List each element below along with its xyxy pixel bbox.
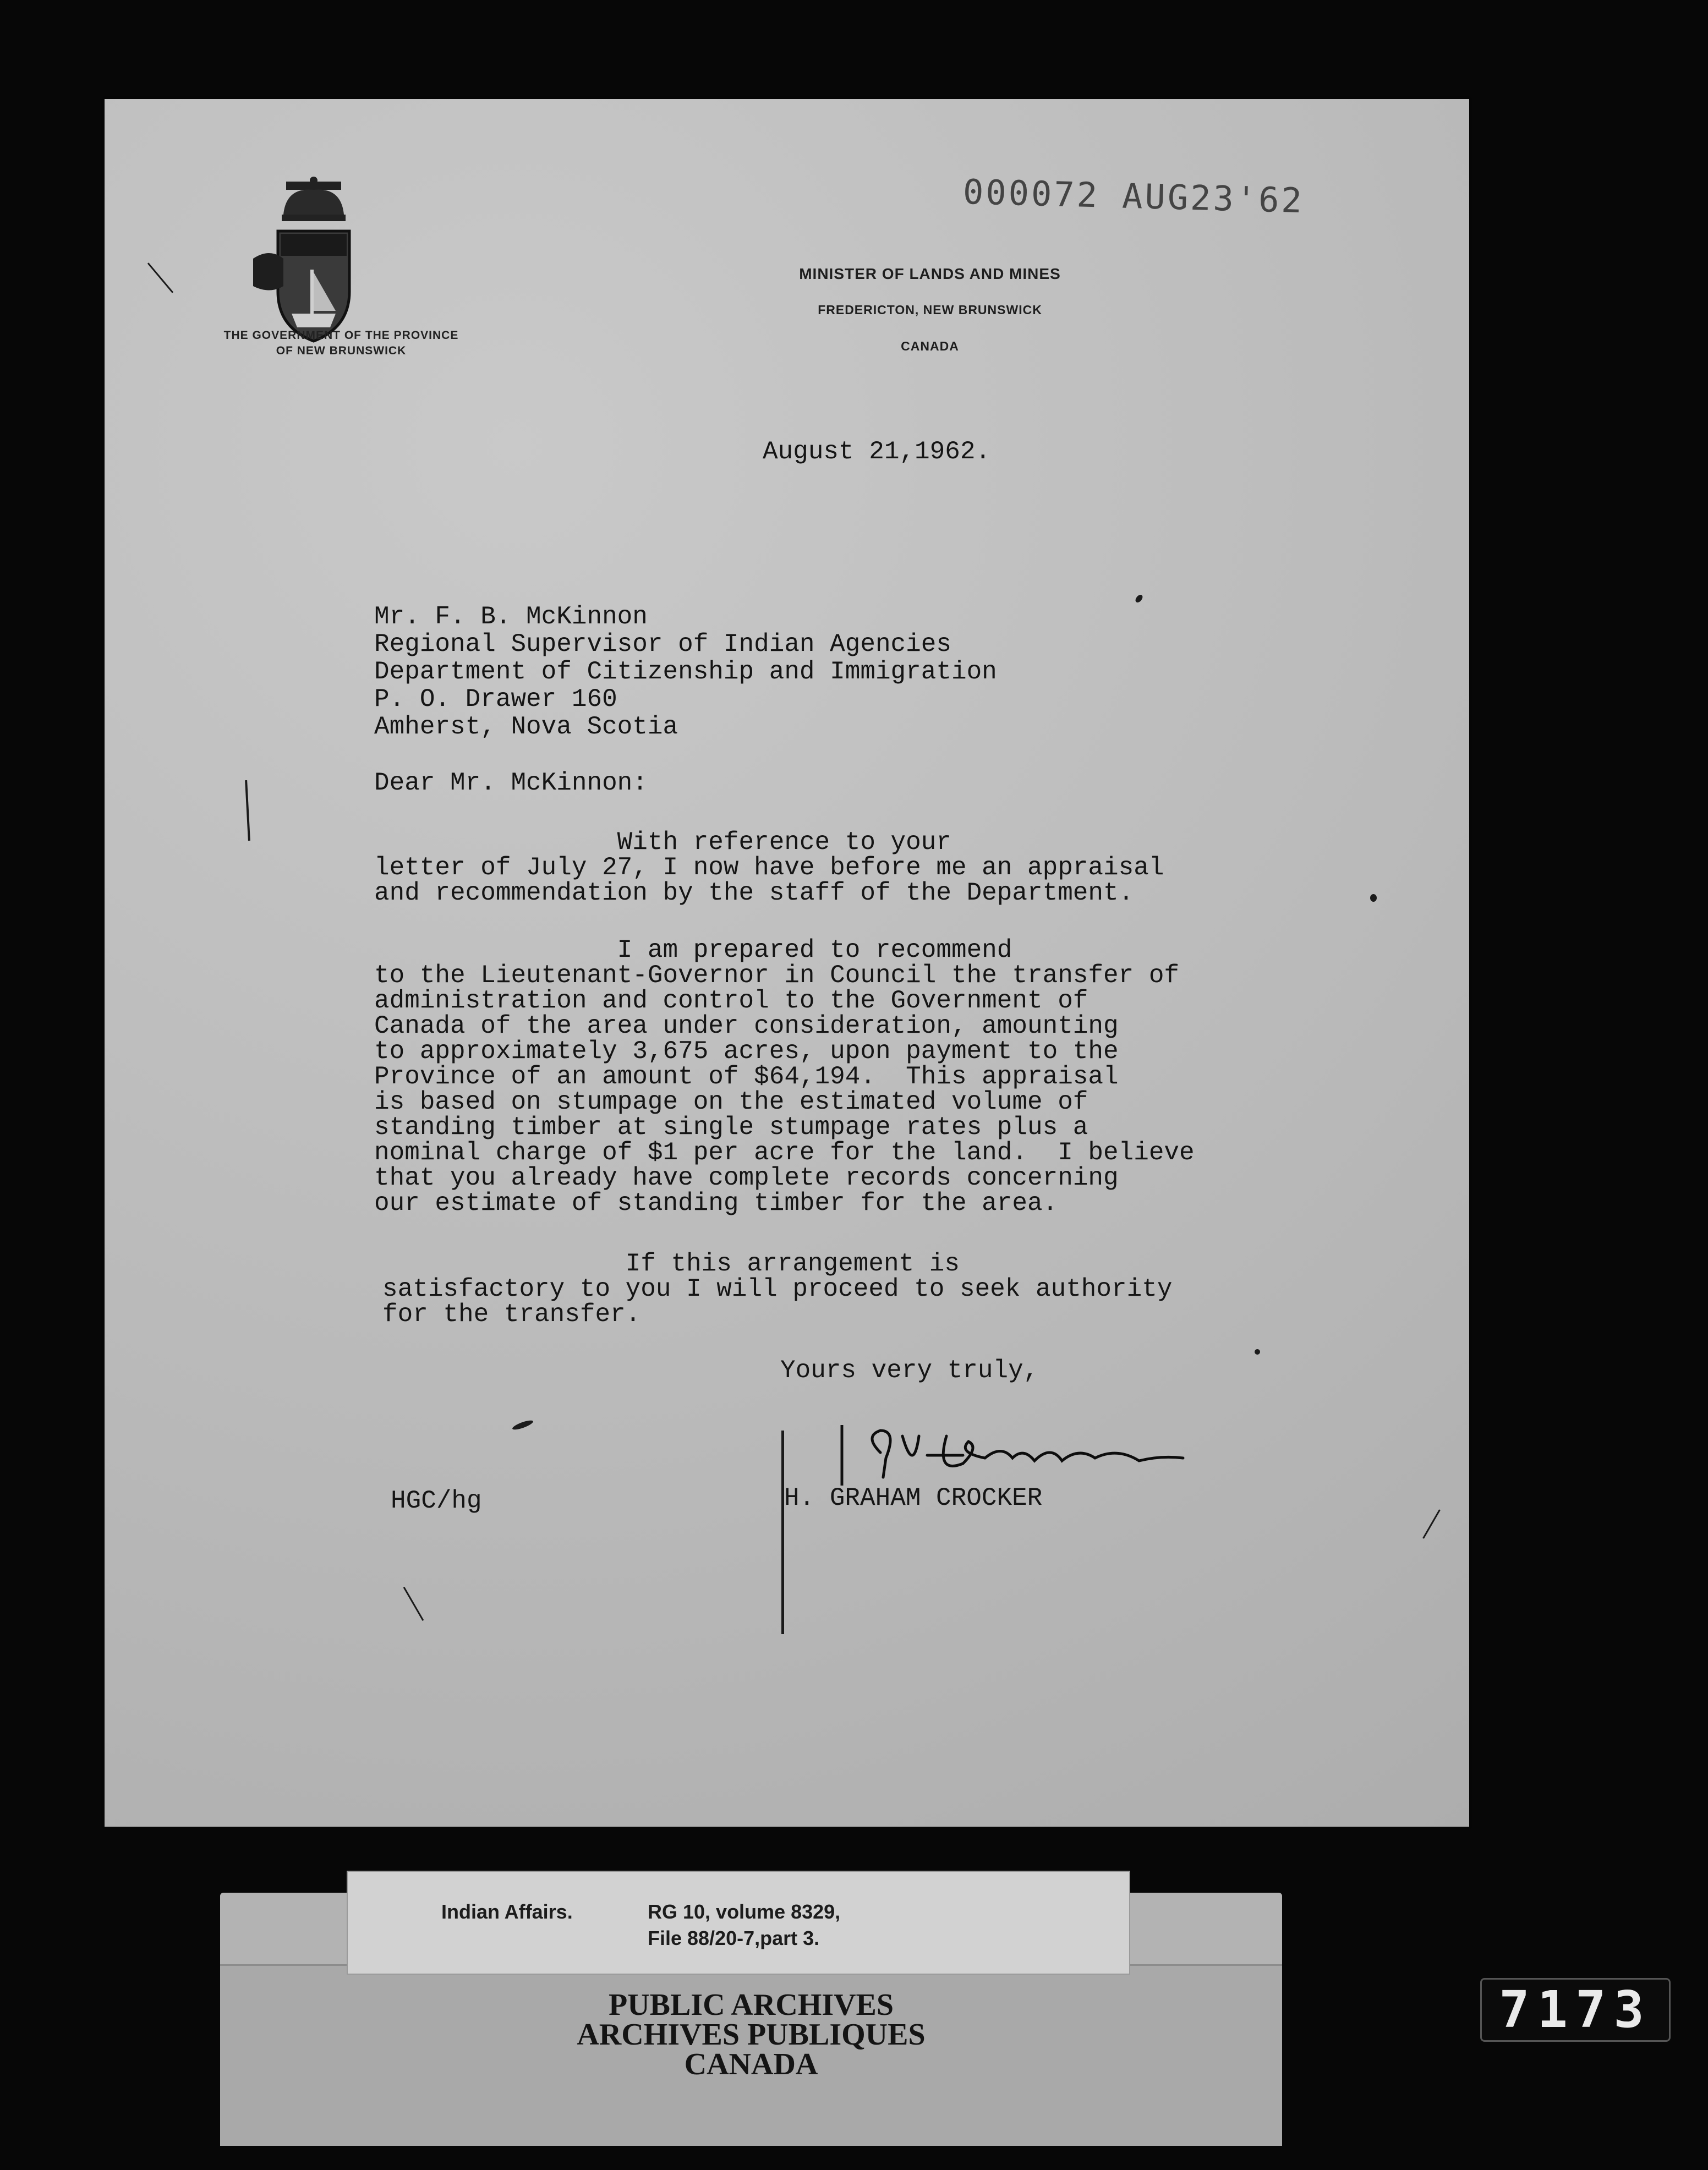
letter-page: [105, 99, 1469, 1827]
letter-date: August 21,1962.: [763, 437, 991, 466]
archives-country: CANADA: [684, 2047, 818, 2081]
archive-reference-line-2: File 88/20-7,part 3.: [648, 1927, 820, 1949]
margin-mark: [1422, 1509, 1441, 1538]
body-line: is based on stumpage on the estimated volume of: [374, 1088, 1088, 1116]
body-line: nominal charge of $1 per acre for the land. I believe: [374, 1138, 1195, 1167]
government-line-2: OF NEW BRUNSWICK: [276, 344, 407, 357]
margin-mark: [245, 780, 250, 841]
body-line: that you already have complete records concerning: [374, 1164, 1119, 1192]
body-line: our estimate of standing timber for the area.: [374, 1189, 1058, 1218]
archive-reference-line-1: RG 10, volume 8329,: [648, 1900, 841, 1923]
ink-speck: [1370, 894, 1377, 902]
margin-mark: [403, 1587, 424, 1621]
body-line: standing timber at single stumpage rates plus a: [374, 1113, 1088, 1142]
body-line: for the transfer.: [382, 1300, 641, 1329]
ink-speck: [511, 1418, 534, 1431]
ink-speck: [1255, 1349, 1260, 1355]
body-line: Province of an amount of $64,194. This appraisal: [374, 1062, 1119, 1091]
margin-mark: [147, 262, 173, 293]
body-line: letter of July 27, I now have before me an appraisal: [374, 853, 1164, 882]
body-line: Canada of the area under consideration, amounting: [374, 1012, 1119, 1040]
recipient-line: Department of Citizenship and Immigration: [374, 657, 997, 686]
recipient-line: Amherst, Nova Scotia: [374, 713, 678, 741]
archives-french: ARCHIVES PUBLIQUES: [577, 2018, 926, 2052]
salutation: Dear Mr. McKinnon:: [374, 769, 648, 797]
archive-reference-strip: [347, 1871, 1130, 1975]
body-line: administration and control to the Government of: [374, 987, 1088, 1015]
recipient-line: P. O. Drawer 160: [374, 685, 617, 714]
government-line-1: THE GOVERNMENT OF THE PROVINCE: [223, 329, 459, 342]
body-line: With reference to your: [374, 828, 951, 857]
archives-english: PUBLIC ARCHIVES: [608, 1988, 894, 2022]
typist-initials: HGC/hg: [391, 1487, 482, 1515]
recipient-line: Regional Supervisor of Indian Agencies: [374, 630, 951, 659]
received-date-stamp: 000072 AUG23'62: [962, 171, 1305, 221]
body-line: If this arrangement is: [382, 1250, 960, 1278]
body-line: and recommendation by the staff of the Department.: [374, 879, 1134, 907]
letterhead-country: CANADA: [901, 339, 959, 353]
archive-series: Indian Affairs.: [441, 1900, 573, 1923]
signature-stroke: [781, 1431, 784, 1634]
body-line: to the Lieutenant-Governor in Council the transfer of: [374, 961, 1180, 990]
body-line: to approximately 3,675 acres, upon payment to the: [374, 1037, 1119, 1066]
body-line: I am prepared to recommend: [374, 936, 1012, 965]
microfilm-frame-number: 7173: [1480, 1978, 1671, 2042]
recipient-line: Mr. F. B. McKinnon: [374, 602, 648, 631]
closing: Yours very truly,: [780, 1356, 1039, 1385]
signatory-name: H. GRAHAM CROCKER: [784, 1484, 1043, 1513]
body-line: satisfactory to you I will proceed to seek authority: [382, 1275, 1173, 1303]
minister-title: MINISTER OF LANDS AND MINES: [799, 265, 1061, 282]
ink-speck: [1134, 594, 1144, 604]
letterhead-city: FREDERICTON, NEW BRUNSWICK: [818, 303, 1042, 317]
